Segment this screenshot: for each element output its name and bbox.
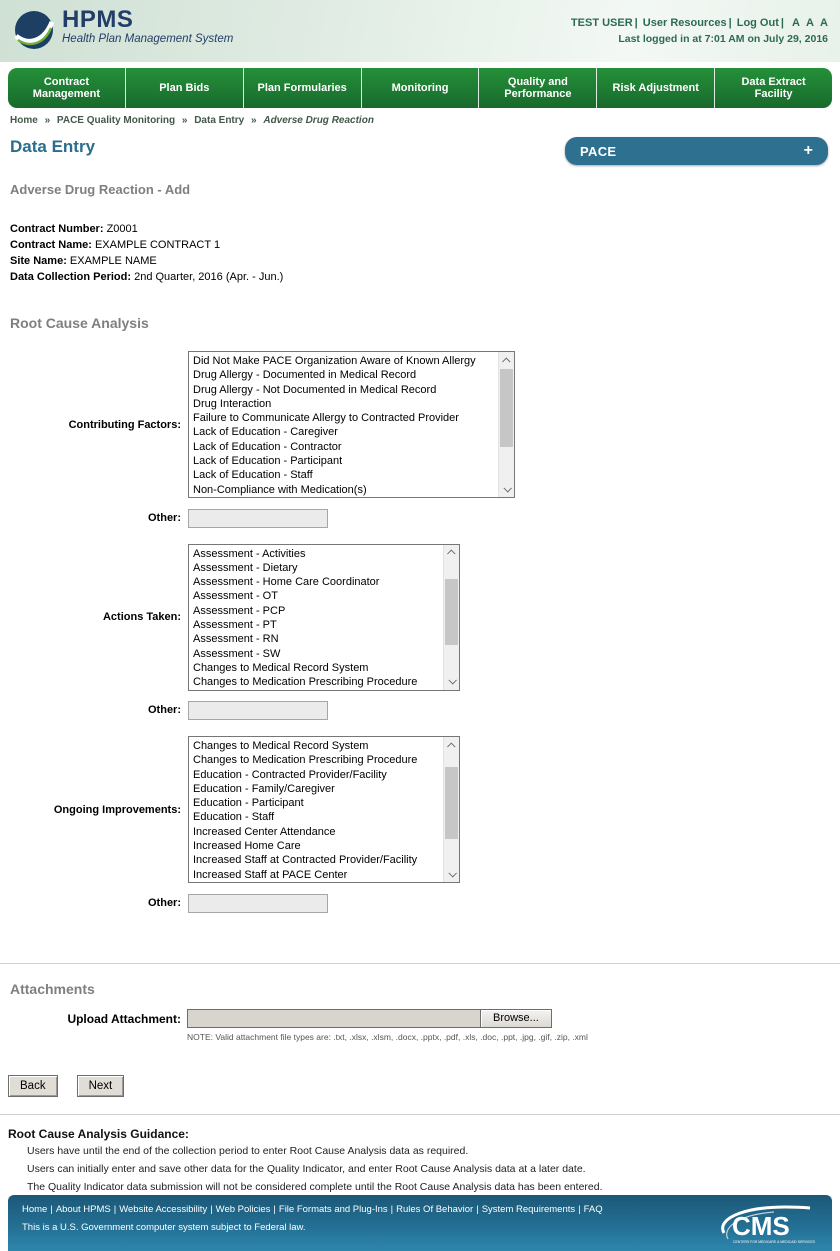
list-option[interactable]: Drug Allergy - Documented in Medical Record: [193, 369, 417, 382]
contract-info: [10, 221, 830, 285]
page-title: Data Entry: [10, 137, 96, 156]
footer-notice: This is a U.S. Government computer system subject to Federal law.: [22, 1221, 306, 1233]
attachment-note: NOTE: Valid attachment file types are: .txt, .xlsx, .xlsm, .docx, .pptx, .pdf, .xls, .doc, .ppt, .jpg, .gif, .zip, .xml: [187, 1031, 588, 1042]
breadcrumb-separator: »: [44, 115, 51, 126]
nav-item[interactable]: Risk Adjustment: [597, 68, 715, 108]
separator: |: [273, 1203, 276, 1215]
list-option[interactable]: Lack of Education - Staff: [193, 469, 313, 482]
pace-expander-button[interactable]: [565, 137, 828, 165]
nav-item[interactable]: Plan Formularies: [244, 68, 362, 108]
list-option[interactable]: Education - Contracted Provider/Facility: [193, 768, 387, 781]
scrollbar[interactable]: [498, 352, 514, 497]
list-option[interactable]: Assessment - Activities: [193, 547, 306, 560]
ongoing-improvements-other-input[interactable]: [188, 894, 328, 913]
list-option[interactable]: Changes to Medical Record System: [193, 740, 369, 752]
breadcrumb-data-entry[interactable]: Data Entry: [194, 115, 245, 126]
contract-info-value: 2nd Quarter, 2016 (Apr. - Jun.): [134, 271, 284, 283]
scrollbar-thumb[interactable]: [445, 579, 458, 645]
log-out-link[interactable]: Log Out: [736, 17, 779, 29]
footer-link[interactable]: FAQ: [583, 1203, 603, 1215]
list-option[interactable]: Assessment - Dietary: [193, 561, 298, 574]
scrollbar[interactable]: [443, 545, 459, 690]
list-option[interactable]: Increased Home Care: [193, 840, 301, 853]
user-resources-link[interactable]: User Resources: [642, 17, 727, 29]
guidance-line: The Quality Indicator data submission will not be considered complete until the Root Cause Analysis data has been entered.: [27, 1180, 603, 1193]
ongoing-improvements-label: Ongoing Improvements:: [53, 803, 181, 816]
guidance-lines: [8, 1143, 832, 1195]
guidance-section: [8, 1127, 832, 1195]
scrollbar-thumb[interactable]: [445, 767, 458, 839]
footer-link[interactable]: Rules Of Behavior: [396, 1203, 474, 1215]
other-label: Other:: [148, 896, 181, 909]
contract-info-label: Contract Number:: [10, 223, 104, 235]
footer-links: [22, 1204, 818, 1215]
contract-info-label: Data Collection Period:: [10, 271, 132, 283]
user-bar-top: [571, 16, 828, 31]
section-divider: [0, 963, 840, 964]
breadcrumb-home[interactable]: Home: [10, 115, 38, 126]
list-option[interactable]: Assessment - PT: [193, 618, 277, 631]
header: [0, 0, 840, 62]
footer: [8, 1195, 832, 1251]
page-subtitle: Adverse Drug Reaction - Add: [10, 182, 191, 197]
plus-icon: +: [803, 142, 813, 159]
breadcrumb-separator: »: [181, 115, 188, 126]
separator: |: [476, 1203, 479, 1215]
scroll-up-icon[interactable]: [444, 546, 459, 561]
pace-label: PACE: [580, 143, 617, 159]
contract-info-label: Contract Name:: [10, 239, 92, 251]
upload-attachment-row: [0, 1009, 840, 1042]
breadcrumb: [10, 115, 830, 126]
list-option[interactable]: Education - Participant: [193, 797, 304, 810]
contributing-factors-row: [0, 351, 840, 498]
list-option[interactable]: Assessment - Home Care Coordinator: [193, 576, 380, 589]
next-button[interactable]: Next: [77, 1075, 125, 1097]
nav-item[interactable]: Plan Bids: [126, 68, 244, 108]
contract-info-line: [10, 221, 830, 237]
separator: |: [210, 1203, 213, 1215]
browse-button[interactable]: Browse...: [480, 1009, 552, 1028]
other-label: Other:: [148, 704, 181, 717]
attachments-heading: Attachments: [10, 980, 95, 997]
contract-info-line: [10, 253, 830, 269]
list-option[interactable]: Assessment - OT: [193, 590, 278, 603]
options: [193, 547, 440, 690]
list-option[interactable]: Increased Staff at PACE Center: [193, 868, 348, 881]
list-option[interactable]: Lack of Education - Participant: [193, 455, 343, 468]
scrollbar-thumb[interactable]: [500, 369, 513, 447]
contributing-factors-other-input[interactable]: [188, 509, 328, 528]
list-option[interactable]: Increased Center Attendance: [193, 825, 336, 838]
actions-taken-listbox[interactable]: [188, 544, 460, 691]
nav-item[interactable]: Data Extract Facility: [741, 75, 806, 100]
hpms-logo: [14, 8, 233, 57]
scroll-down-icon[interactable]: [499, 481, 514, 496]
options: [193, 739, 440, 882]
root-cause-form: [0, 351, 840, 929]
separator: |: [113, 1203, 117, 1215]
user-bar: [571, 16, 828, 47]
footer-link[interactable]: System Requirements: [481, 1203, 576, 1215]
guidance-line: Users have until the end of the collection period to enter Root Cause Analysis data as required.: [27, 1144, 469, 1157]
ongoing-improvements-row: [0, 736, 840, 883]
footer-link[interactable]: Home: [22, 1203, 48, 1215]
actions-taken-other-row: [0, 701, 840, 721]
section-divider: [0, 1114, 840, 1115]
nav-item[interactable]: Contract Management: [8, 68, 126, 108]
ongoing-improvements-listbox[interactable]: [188, 736, 460, 883]
logo-subtitle: Health Plan Management System: [62, 33, 234, 45]
guidance-heading: Root Cause Analysis Guidance:: [8, 1126, 189, 1141]
file-path-input[interactable]: [187, 1009, 480, 1028]
list-option[interactable]: Changes to Medical Record System: [193, 661, 369, 674]
list-option[interactable]: Assessment - PCP: [193, 604, 286, 617]
scroll-up-icon[interactable]: [499, 353, 514, 368]
cms-logo-subtext: CENTERS FOR MEDICARE & MEDICAID SERVICES: [733, 1239, 815, 1244]
list-option[interactable]: Did Not Make PACE Organization Aware of Known Allergy: [193, 355, 476, 367]
contributing-factors-other-row: [0, 508, 840, 528]
list-option[interactable]: Assessment - RN: [193, 633, 279, 646]
font-size-medium-button[interactable]: A: [806, 17, 814, 29]
logo-title: HPMS: [62, 6, 134, 33]
contributing-factors-listbox[interactable]: [188, 351, 515, 498]
cms-logo: [714, 1199, 818, 1251]
list-option[interactable]: Education - Family/Caregiver: [193, 782, 335, 795]
contract-info-value: EXAMPLE NAME: [69, 255, 157, 267]
contributing-factors-label: Contributing Factors:: [68, 418, 181, 431]
list-option[interactable]: Education - Staff: [193, 811, 275, 824]
hpms-logo-icon: [14, 8, 56, 57]
form-actions: [8, 1075, 832, 1097]
scroll-down-icon[interactable]: [444, 674, 459, 689]
back-button[interactable]: Back: [8, 1075, 58, 1097]
breadcrumb-pace-quality-monitoring[interactable]: PACE Quality Monitoring: [56, 115, 176, 126]
file-upload-control: [187, 1009, 840, 1028]
actions-taken-label: Actions Taken:: [102, 611, 181, 623]
separator: |: [634, 17, 638, 29]
options: [193, 354, 495, 497]
nav-item[interactable]: Quality and Performance: [479, 68, 597, 108]
guidance-line: Users can initially enter and save other data for the Quality Indicator, and enter Root Cause Analysis data at a later date.: [27, 1162, 586, 1175]
contract-info-label: Site Name:: [10, 255, 67, 267]
font-size-small-button[interactable]: A: [792, 17, 800, 29]
footer-link[interactable]: Web Policies: [215, 1203, 271, 1215]
other-label: Other:: [148, 511, 181, 524]
logo-text: [62, 8, 233, 45]
list-option[interactable]: Non-Compliance with Medication(s): [193, 483, 367, 496]
contract-info-line: [10, 269, 830, 285]
list-option[interactable]: Changes to Medication Prescribing Procedure: [193, 676, 418, 689]
separator: |: [50, 1203, 53, 1215]
breadcrumb-current: Adverse Drug Reaction: [263, 115, 374, 126]
nav-item[interactable]: Monitoring: [362, 68, 480, 108]
list-option[interactable]: Drug Allergy - Not Documented in Medical Record: [193, 383, 437, 396]
separator: |: [390, 1203, 394, 1215]
scroll-down-icon[interactable]: [444, 866, 459, 881]
contract-info-value: Z0001: [106, 223, 138, 235]
list-option[interactable]: Lack of Education - Contractor: [193, 440, 342, 453]
root-cause-heading: Root Cause Analysis: [10, 315, 149, 331]
footer-link[interactable]: File Formats and Plug-Ins: [278, 1203, 388, 1215]
breadcrumb-separator: »: [251, 115, 257, 126]
list-option[interactable]: Assessment - SW: [193, 647, 281, 660]
title-row: [10, 137, 828, 165]
ongoing-improvements-other-row: [0, 893, 840, 913]
cms-logo-text: CMS: [732, 1210, 790, 1241]
scrollbar[interactable]: [443, 737, 459, 882]
main-nav: [8, 68, 832, 108]
separator: |: [578, 1203, 581, 1215]
scroll-up-icon[interactable]: [444, 738, 459, 753]
list-option[interactable]: Lack of Education - Caregiver: [193, 426, 338, 439]
footer-link[interactable]: Website Accessibility: [119, 1203, 208, 1215]
actions-taken-row: [0, 544, 840, 691]
actions-taken-other-input[interactable]: [188, 701, 328, 720]
font-size-large-button[interactable]: A: [820, 17, 828, 29]
footer-link[interactable]: About HPMS: [55, 1203, 111, 1215]
user-name: TEST USER: [570, 17, 633, 29]
upload-attachment-label: Upload Attachment:: [67, 1011, 181, 1026]
list-option[interactable]: Changes to Medication Prescribing Procedure: [193, 754, 418, 767]
list-option[interactable]: Increased Staff at Contracted Provider/Facility: [193, 854, 418, 867]
separator: |: [728, 17, 732, 29]
separator: |: [780, 17, 784, 29]
list-option[interactable]: Drug Interaction: [193, 397, 272, 410]
last-login-text: Last logged in at 7:01 AM on July 29, 2016: [618, 33, 828, 45]
contract-info-line: [10, 237, 830, 253]
list-option[interactable]: Failure to Communicate Allergy to Contracted Provider: [193, 412, 459, 425]
contract-info-value: EXAMPLE CONTRACT 1: [94, 239, 221, 251]
